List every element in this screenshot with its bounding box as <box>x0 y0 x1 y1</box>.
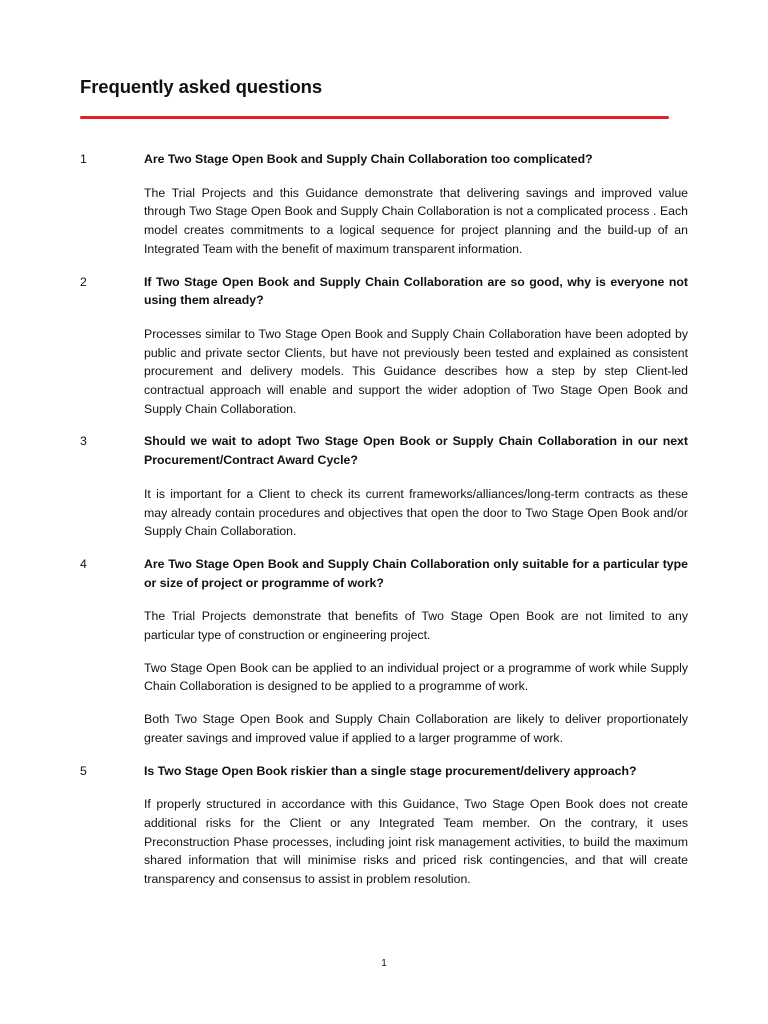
faq-body <box>144 150 688 259</box>
faq-question: Are Two Stage Open Book and Supply Chain Collaboration only suitable for a particular type or size of project or programme of work? <box>144 556 688 590</box>
faq-item-1 <box>80 150 688 259</box>
faq-number: 2 <box>80 274 87 289</box>
page-title: Frequently asked questions <box>80 76 323 97</box>
page-number: 1 <box>381 958 387 969</box>
faq-answer: Processes similar to Two Stage Open Book and Supply Chain Collaboration have been adopted by public and private sector Clients, but have not previously been tested and explained as consistent procurement and delivery models. This Guidance describes how a step by step Client-led contractual approach will enable and support the wider adoption of Two Stage Open Book and Supply Chain Collaboration. <box>144 326 688 416</box>
faq-question: Are Two Stage Open Book and Supply Chain Collaboration too complicated? <box>144 152 593 166</box>
faq-answer: Two Stage Open Book can be applied to an individual project or a programme of work while Supply Chain Collaboration is designed to be applied to a programme of work. <box>144 660 688 694</box>
faq-number: 5 <box>80 763 87 778</box>
faq-body <box>144 762 688 889</box>
faq-item-4 <box>80 555 688 748</box>
faq-question: If Two Stage Open Book and Supply Chain Collaboration are so good, why is everyone not using them already? <box>144 274 688 308</box>
faq-body <box>144 555 688 748</box>
faq-answer: If properly structured in accordance with this Guidance, Two Stage Open Book does not create additional risks for the Client or any Integrated Team member. On the contrary, it uses Preconstruction Phase processes, including joint risk management activities, to build the maximum shared information that will minimise risks and priced risk contingencies, and that will create transparency and consensus to assist in problem resolution. <box>144 797 688 887</box>
faq-answer: The Trial Projects and this Guidance demonstrate that delivering savings and improved value through Two Stage Open Book and Supply Chain Collaboration is not a complicated process . Each model creates commitments to a logical sequence for project planning and the build-up of an Integrated Team with the benefit of maximum transparent information. <box>144 185 688 256</box>
faq-answer: The Trial Projects demonstrate that benefits of Two Stage Open Book are not limited to any particular type of construction or engineering project. <box>144 609 688 643</box>
faq-item-2 <box>80 273 688 419</box>
faq-item-3 <box>80 432 688 541</box>
faq-question: Should we wait to adopt Two Stage Open Book or Supply Chain Collaboration in our next Procurement/Contract Award Cycle? <box>144 434 688 468</box>
faq-number: 3 <box>80 434 87 449</box>
faq-body <box>144 273 688 419</box>
faq-item-5 <box>80 762 688 889</box>
faq-body <box>144 432 688 541</box>
title-divider <box>80 116 669 119</box>
faq-question: Is Two Stage Open Book riskier than a single stage procurement/delivery approach? <box>144 763 637 778</box>
faq-list <box>80 150 688 903</box>
faq-answer: Both Two Stage Open Book and Supply Chain Collaboration are likely to deliver proportionately greater savings and improved value if applied to a larger programme of work. <box>144 712 688 745</box>
faq-number: 1 <box>80 152 87 166</box>
faq-answer: It is important for a Client to check its current frameworks/alliances/long-term contracts as these may already contain procedures and objectives that open the door to Two Stage Open Book and/or Supply Chain Collaboration. <box>144 486 688 539</box>
faq-number: 4 <box>80 556 87 571</box>
